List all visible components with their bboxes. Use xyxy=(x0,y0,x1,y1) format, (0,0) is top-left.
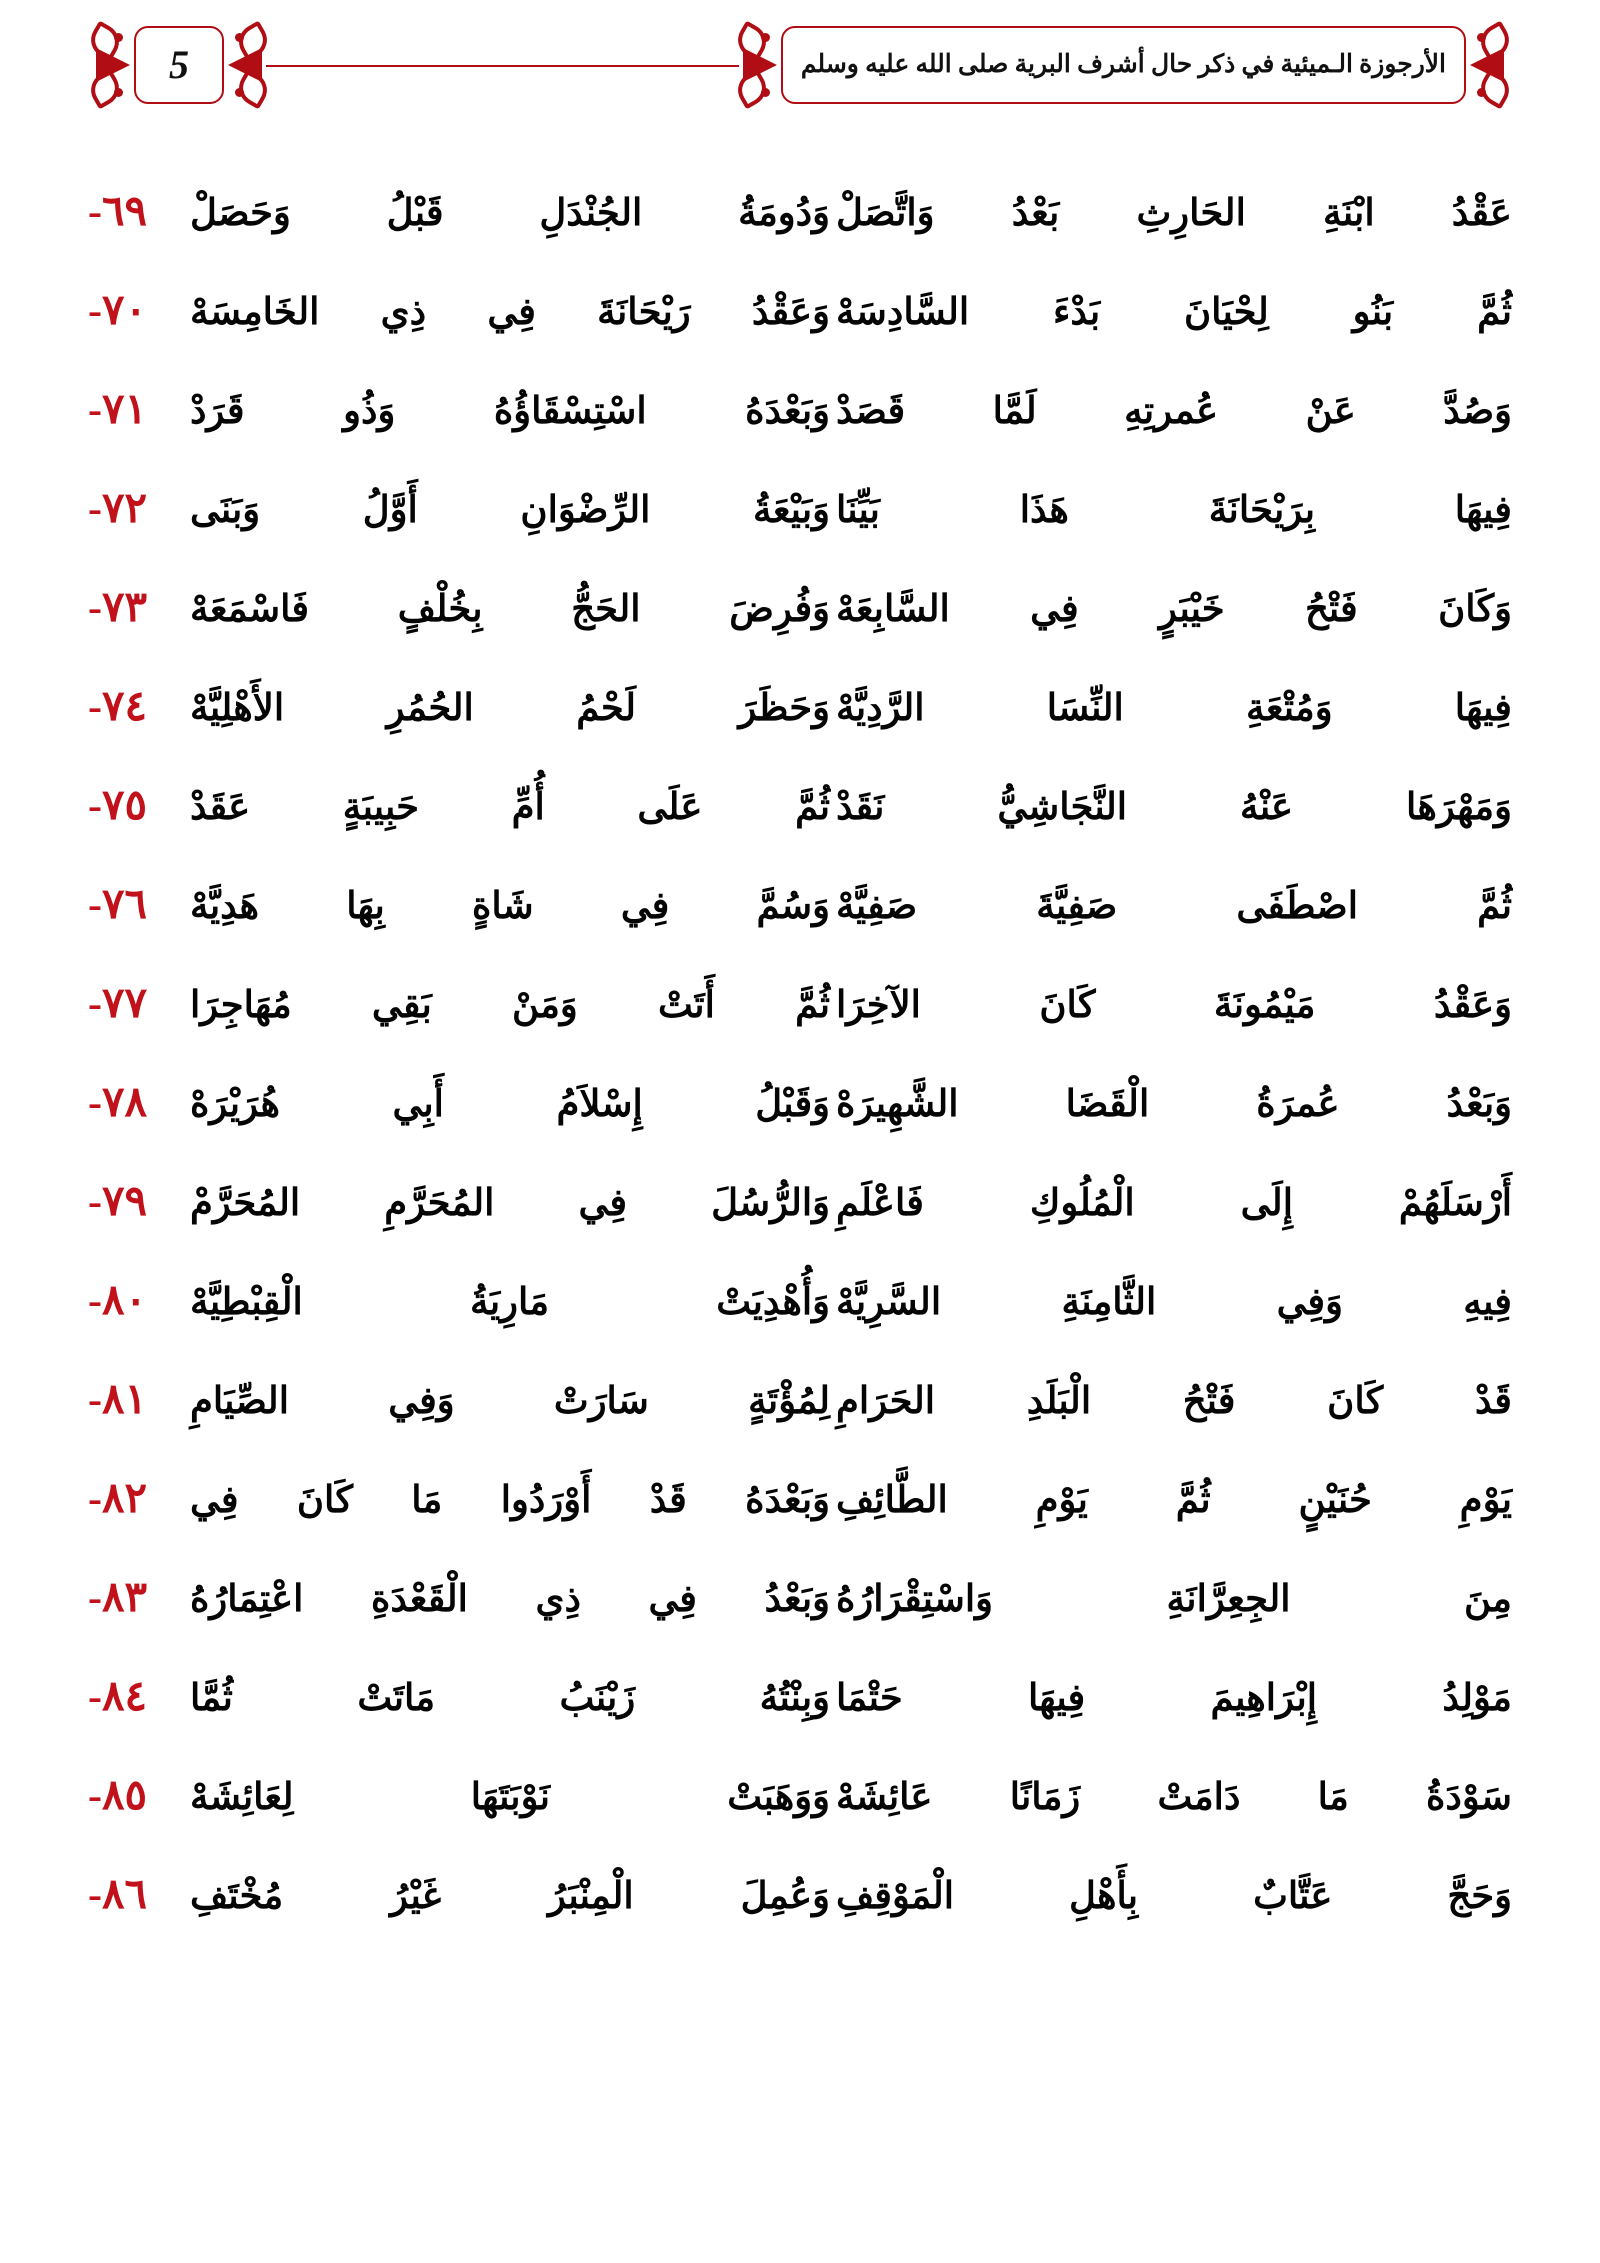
ornament-dot-icon xyxy=(761,33,770,42)
hemistich-text: وَبَعْدَهُ اسْتِسْقَاؤُهُ وَذُو قَرَدْ xyxy=(190,391,830,432)
verse-second-hemistich xyxy=(830,1181,1512,1227)
verse-row xyxy=(88,582,1512,681)
ornament-left-outer xyxy=(1466,26,1512,104)
hemistich-text: وَمَهْرَهَا عَنْهُ النَّجَاشِيُّ نَقَدْ xyxy=(836,787,1512,828)
verse-second-hemistich xyxy=(830,884,1512,930)
header-divider-rule xyxy=(266,65,739,67)
hemistich-text: ثُمَّ اصْطَفَى صَفِيَّةَ صَفِيَّهْ xyxy=(836,886,1512,927)
hemistich-text: وَعَقْدُ رَيْحَانَةَ فِي ذِي الخَامِسَهْ xyxy=(190,292,830,333)
verse-row xyxy=(88,1077,1512,1176)
hemistich-text: فِيهِ وَفِي الثَّامِنَةِ السَّرِيَّهْ xyxy=(836,1282,1512,1323)
verse-number: ٧٧- xyxy=(88,981,148,1027)
running-title: الأرجوزة الـميئية في ذكر حال أشرف البرية صلى الله عليه وسلم xyxy=(800,50,1446,78)
ornament-dot-icon xyxy=(235,88,244,97)
verse-number: ٨٢- xyxy=(88,1476,148,1522)
verse-number: ٦٩- xyxy=(88,189,148,235)
hemistich-text: فِيهَا وَمُتْعَةِ النِّسَا الرَّدِيَّهْ xyxy=(836,688,1512,729)
hemistich-text: لِمُؤْتَةٍ سَارَتْ وَفِي الصِّيَامِ xyxy=(190,1381,830,1422)
hemistich-text: وَصُدَّ عَنْ عُمرتِهِ لَمَّا قَصَدْ xyxy=(836,391,1512,432)
verse-row xyxy=(88,384,1512,483)
verse-row xyxy=(88,1176,1512,1275)
hemistich-text: وَدُومَةُ الجُنْدَلِ قَبْلُ وَحَصَلْ xyxy=(190,193,830,234)
hemistich-text: ثُمَّ عَلَى أُمِّ حَبِيبَةٍ عَقَدْ xyxy=(190,787,830,828)
hemistich-text: وَحَجَّ عَتَّابٌ بِأَهْلِ الْمَوْقِفِ xyxy=(836,1876,1512,1917)
ornament-left-inner xyxy=(735,26,781,104)
verse-second-hemistich xyxy=(830,1478,1512,1524)
verse-row xyxy=(88,879,1512,978)
verse-row xyxy=(88,1572,1512,1671)
hemistich-text: وَبَعْدَهُ قَدْ أَوْرَدُوا مَا كَانَ فِي xyxy=(190,1480,830,1521)
verse-number: ٧٨- xyxy=(88,1080,148,1126)
verse-number: ٧٤- xyxy=(88,684,148,730)
verse-first-hemistich xyxy=(190,488,830,534)
verse-row xyxy=(88,1770,1512,1869)
verse-number: ٨٠- xyxy=(88,1278,148,1324)
verse-first-hemistich xyxy=(190,1577,830,1623)
verse-number: ٨١- xyxy=(88,1377,148,1423)
verse-first-hemistich xyxy=(190,1775,830,1821)
verse-number: ٨٥- xyxy=(88,1773,148,1819)
ornament-dot-icon xyxy=(761,88,770,97)
hemistich-text: وَعَقْدُ مَيْمُونَةَ كَانَ الآخِرَا xyxy=(836,985,1512,1026)
hemistich-text: وَبَعْدُ عُمرَةُ الْقَضَا الشَّهِيرَهْ xyxy=(836,1084,1512,1125)
hemistich-text: وَبَعْدُ فِي ذِي الْقَعْدَةِ اعْتِمَارُهُ xyxy=(190,1579,830,1620)
verse-second-hemistich xyxy=(830,785,1512,831)
verse-first-hemistich xyxy=(190,587,830,633)
verse-second-hemistich xyxy=(830,191,1512,237)
verse-first-hemistich xyxy=(190,1181,830,1227)
hemistich-text: عَقْدُ ابْنَةِ الحَارِثِ بَعْدُ وَاتَّصَلْ xyxy=(836,193,1512,234)
ornament-dot-icon xyxy=(1477,88,1486,97)
verse-number: ٨٤- xyxy=(88,1674,148,1720)
verse-first-hemistich xyxy=(190,1676,830,1722)
verse-first-hemistich xyxy=(190,290,830,336)
verse-second-hemistich xyxy=(830,1379,1512,1425)
verse-row xyxy=(88,1671,1512,1770)
verse-second-hemistich xyxy=(830,686,1512,732)
verse-first-hemistich xyxy=(190,1379,830,1425)
verse-first-hemistich xyxy=(190,884,830,930)
hemistich-text: مِنَ الجِعِرَّانَةِ وَاسْتِقْرَارُهُ xyxy=(836,1579,1512,1620)
verse-row xyxy=(88,1275,1512,1374)
verse-number: ٧٩- xyxy=(88,1179,148,1225)
hemistich-text: وَالرُّسُلَ فِي المُحَرَّمِ المُحَرَّمْ xyxy=(190,1183,830,1224)
verse-first-hemistich xyxy=(190,686,830,732)
verse-first-hemistich xyxy=(190,1478,830,1524)
verse-second-hemistich xyxy=(830,1874,1512,1920)
verse-second-hemistich xyxy=(830,290,1512,336)
verse-number: ٧٢- xyxy=(88,486,148,532)
hemistich-text: وَوَهَبَتْ نَوْبَتَهَا لِعَائِشَهْ xyxy=(190,1777,830,1818)
verse-second-hemistich xyxy=(830,488,1512,534)
ornament-dot-icon xyxy=(1477,33,1486,42)
hemistich-text: وَعُمِلَ الْمِنْبَرُ غَيْرُ مُخْتَفِ xyxy=(190,1876,830,1917)
page-header xyxy=(88,0,1512,130)
ornament-right-inner xyxy=(224,26,270,104)
hemistich-text: وَبَيْعَةُ الرِّضْوَانِ أَوَّلُ وَبَنَى xyxy=(190,490,830,531)
ornament-dot-icon xyxy=(114,33,123,42)
hemistich-text: يَوْمِ حُنَيْنٍ ثُمَّ يَوْمِ الطَّائِفِ xyxy=(836,1480,1512,1521)
hemistich-text: أَرْسَلَهُمْ إِلَى الْمُلُوكِ فَاعْلَمِ xyxy=(836,1183,1512,1224)
verse-list xyxy=(88,186,1512,1968)
ornament-dot-icon xyxy=(114,88,123,97)
verse-second-hemistich xyxy=(830,983,1512,1029)
verse-first-hemistich xyxy=(190,785,830,831)
verse-second-hemistich xyxy=(830,1082,1512,1128)
verse-row xyxy=(88,1473,1512,1572)
hemistich-text: ثُمَّ بَنُو لِحْيَانَ بَدْءَ السَّادِسَهْ xyxy=(836,292,1512,333)
hemistich-text: ثُمَّ أَتَتْ وَمَنْ بَقِي مُهَاجِرَا xyxy=(190,985,830,1026)
verse-row xyxy=(88,1374,1512,1473)
running-title-box xyxy=(781,26,1466,104)
verse-number: ٨٦- xyxy=(88,1872,148,1918)
hemistich-text: وَحَظَرَ لَحْمُ الحُمُرِ الأَهْلِيَّهْ xyxy=(190,688,830,729)
verse-second-hemistich xyxy=(830,1775,1512,1821)
hemistich-text: وَكَانَ فَتْحُ خَيْبَرٍ فِي السَّابِعَهْ xyxy=(836,589,1512,630)
hemistich-text: وَبِنْتُهُ زَيْنَبُ مَاتَتْ ثُمَّا xyxy=(190,1678,830,1719)
verse-number: ٧٠- xyxy=(88,288,148,334)
verse-number: ٨٣- xyxy=(88,1575,148,1621)
hemistich-text: سَوْدَةُ مَا دَامَتْ زَمَانًا عَائِشَهْ xyxy=(836,1777,1512,1818)
hemistich-text: وَقَبْلُ إِسْلاَمُ أَبِي هُرَيْرَهْ xyxy=(190,1084,830,1125)
verse-row xyxy=(88,186,1512,285)
ornament-dot-icon xyxy=(235,33,244,42)
verse-number: ٧٥- xyxy=(88,783,148,829)
hemistich-text: فِيهَا بِرَيْحَانَةَ هَذَا بَيِّنَا xyxy=(836,490,1512,531)
hemistich-text: قَدْ كَانَ فَتْحُ الْبَلَدِ الحَرَامِ xyxy=(836,1381,1512,1422)
verse-second-hemistich xyxy=(830,1676,1512,1722)
verse-second-hemistich xyxy=(830,587,1512,633)
verse-first-hemistich xyxy=(190,191,830,237)
verse-first-hemistich xyxy=(190,1280,830,1326)
verse-row xyxy=(88,1869,1512,1968)
verse-second-hemistich xyxy=(830,1280,1512,1326)
hemistich-text: مَوْلِدُ إِبْرَاهِيمَ فِيهَا حَتْمَا xyxy=(836,1678,1512,1719)
verse-second-hemistich xyxy=(830,389,1512,435)
verse-row xyxy=(88,285,1512,384)
page-number-box xyxy=(134,26,224,104)
hemistich-text: وَفُرِضَ الحَجُّ بِخُلْفٍ فَاسْمَعَهْ xyxy=(190,589,830,630)
verse-first-hemistich xyxy=(190,983,830,1029)
verse-first-hemistich xyxy=(190,1082,830,1128)
verse-first-hemistich xyxy=(190,1874,830,1920)
hemistich-text: وَأُهْدِيَتْ مَارِيَةُ الْقِبْطِيَّهْ xyxy=(190,1282,830,1323)
verse-first-hemistich xyxy=(190,389,830,435)
verse-row xyxy=(88,681,1512,780)
verse-row xyxy=(88,483,1512,582)
verse-number: ٧٦- xyxy=(88,882,148,928)
verse-number: ٧١- xyxy=(88,387,148,433)
verse-row xyxy=(88,780,1512,879)
verse-row xyxy=(88,978,1512,1077)
ornament-right-outer xyxy=(88,26,134,104)
verse-number: ٧٣- xyxy=(88,585,148,631)
page-number: 5 xyxy=(169,42,189,87)
verse-second-hemistich xyxy=(830,1577,1512,1623)
hemistich-text: وَسُمَّ فِي شَاةٍ بِهَا هَدِيَّهْ xyxy=(190,886,830,927)
